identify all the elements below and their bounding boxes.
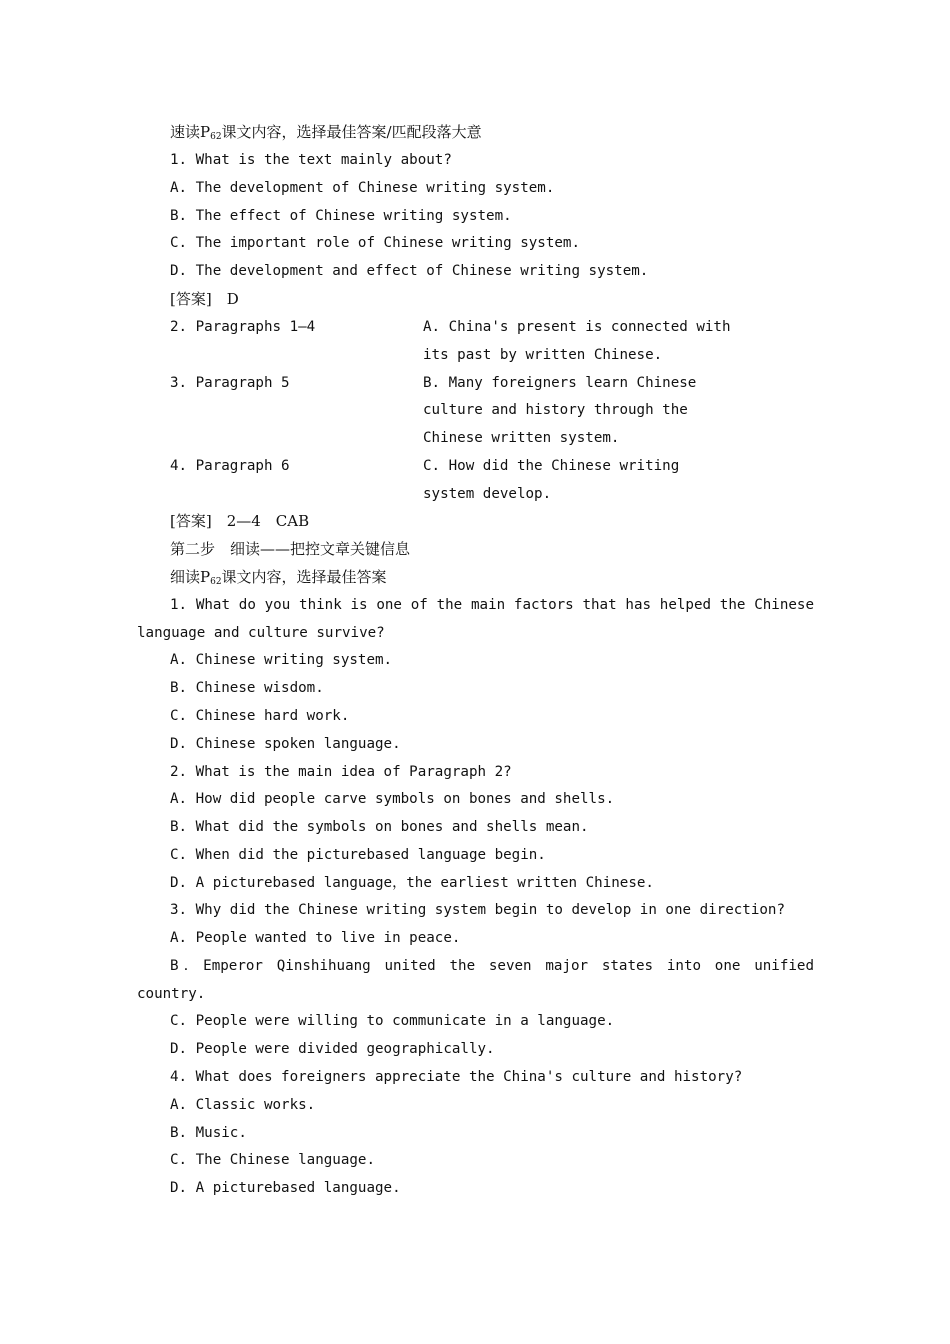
- option-a: A. Classic works.: [170, 1097, 316, 1113]
- matching-right-c1: C. How did the Chinese writing: [423, 458, 680, 474]
- option-b: B. The effect of Chinese writing system.: [170, 208, 512, 224]
- matching-left-2: 2. Paragraphs 1—4: [170, 319, 316, 335]
- step-2-title: 第二步 细读——把控文章关键信息: [170, 540, 411, 558]
- option-c: C. When did the picturebased language begin.: [170, 847, 546, 863]
- matching-left-3: 3. Paragraph 5: [170, 375, 290, 391]
- answer-1: [答案] D: [170, 290, 239, 308]
- option-a: A. People wanted to live in peace.: [170, 930, 461, 946]
- question-2-1-line1: 1. What do you think is one of the main factors that has helped the Chinese: [170, 597, 814, 613]
- option-b-line1: B．Emperor Qinshihuang united the seven major states into one unified: [170, 958, 814, 974]
- option-b: B. Music.: [170, 1125, 247, 1141]
- option-b: B. Chinese wisdom.: [170, 680, 324, 696]
- option-a: A. The development of Chinese writing system.: [170, 180, 555, 196]
- option-d: D. Chinese spoken language.: [170, 736, 401, 752]
- answer-2-4: [答案] 2—4 CAB: [170, 512, 310, 530]
- matching-right-a2: its past by written Chinese.: [423, 347, 663, 363]
- option-d: D. A picturebased language，the earliest written Chinese.: [170, 875, 654, 891]
- matching-left-4: 4. Paragraph 6: [170, 458, 290, 474]
- question-2-4: 4. What does foreigners appreciate the China's culture and history?: [170, 1069, 743, 1085]
- matching-right-a1: A. China's present is connected with: [423, 319, 731, 335]
- question-2-3: 3. Why did the Chinese writing system begin to develop in one direction?: [170, 902, 785, 918]
- option-c: C. Chinese hard work.: [170, 708, 350, 724]
- question-2-2: 2. What is the main idea of Paragraph 2?: [170, 764, 512, 780]
- matching-right-b1: B. Many foreigners learn Chinese: [423, 375, 697, 391]
- section2-instruction: 细读$P_{62}$课文内容，选择最佳答案: [170, 568, 387, 587]
- option-c: C. The Chinese language.: [170, 1152, 375, 1168]
- matching-right-b2: culture and history through the: [423, 402, 688, 418]
- option-a: A. How did people carve symbols on bones and shells.: [170, 791, 615, 807]
- matching-right-b3: Chinese written system.: [423, 430, 620, 446]
- question-2-1-line2: language and culture survive?: [137, 625, 385, 641]
- option-b: B. What did the symbols on bones and shells mean.: [170, 819, 589, 835]
- option-d: D. The development and effect of Chinese writing system.: [170, 263, 649, 279]
- option-b-line2: country.: [137, 986, 206, 1002]
- matching-right-c2: system develop.: [423, 486, 552, 502]
- option-d: D. A picturebased language.: [170, 1180, 401, 1196]
- question-1: 1. What is the text mainly about?: [170, 152, 452, 168]
- option-c: C. People were willing to communicate in a language.: [170, 1013, 615, 1029]
- option-a: A. Chinese writing system.: [170, 652, 393, 668]
- option-d: D. People were divided geographically.: [170, 1041, 495, 1057]
- section1-instruction: 速读$P_{62}$课文内容，选择最佳答案/匹配段落大意: [170, 123, 482, 142]
- option-c: C. The important role of Chinese writing system.: [170, 235, 580, 251]
